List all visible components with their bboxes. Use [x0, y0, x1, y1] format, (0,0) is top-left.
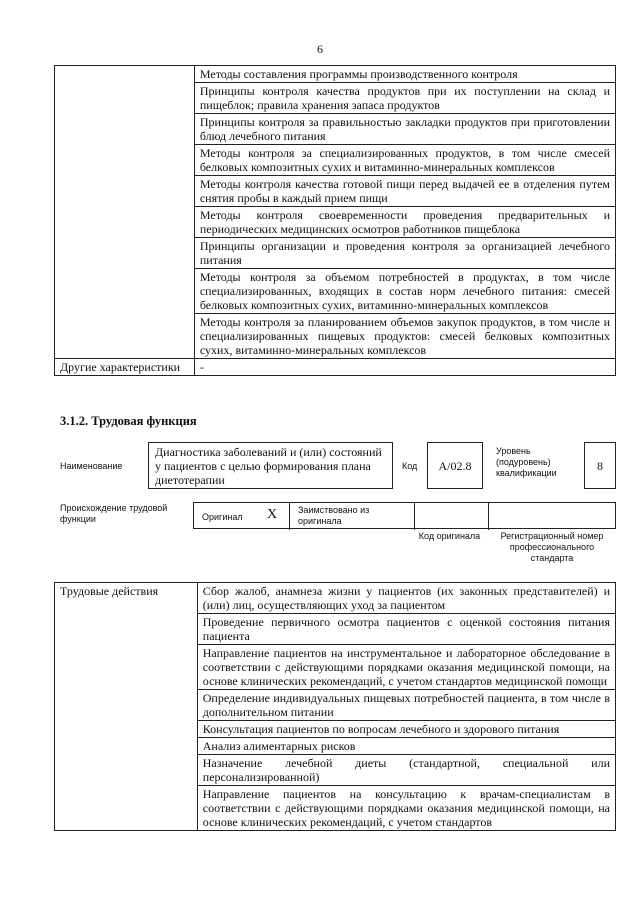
- table-row: Принципы контроля качества продуктов при их поступлении на склад и пищеблок; правила хранения запаса продуктов: [194, 83, 615, 114]
- labor-actions-table: [54, 582, 616, 831]
- table-row: Принципы организации и проведения контроля за организацией лечебного питания: [194, 238, 615, 269]
- level-box: [584, 442, 616, 489]
- knowledge-table: [54, 65, 616, 376]
- table-row: Методы контроля за объемом потребностей в продуктах, в том числе специализированных, входящих в состав норм лечебного питания: смесей белковых композитных сухих, витаминно-минеральных комплексов: [194, 269, 615, 314]
- name-label: Наименование: [60, 461, 123, 471]
- original-label: Оригинал: [202, 512, 243, 522]
- table-row: Методы контроля своевременности проведения предварительных и периодических медицинских осмотров работников пищеблока: [194, 207, 615, 238]
- origin-row: [193, 502, 616, 529]
- table-row: Направление пациентов на инструментальное и лабораторное обследование в соответствии с действующими порядками оказания медицинской помощи, на основе клинических рекомендаций, с учетом стандартов медицинской помощи: [197, 645, 615, 690]
- table-row: Проведение первичного осмотра пациентов с оценкой состояния питания пациента: [197, 614, 615, 645]
- divider: [488, 503, 489, 530]
- table-row: Методы контроля за планированием объемов закупок продуктов, в том числе и специализированных пищевых продуктов: смесей белковых композитных сухих, витаминно-минеральных комплексов: [194, 314, 615, 359]
- code-box: [427, 442, 483, 489]
- table-row: Методы контроля за специализированных продуктов, в том числе смесей белковых композитных сухих и витаминно-минеральных комплексов: [194, 145, 615, 176]
- function-name-value: Диагностика заболеваний и (или) состояний у пациентов с целью формирования плана диетотерапии: [155, 445, 382, 487]
- divider: [414, 503, 415, 530]
- level-value: 8: [597, 458, 603, 473]
- table-row: Определение индивидуальных пищевых потребностей пациента, в том числе в дополнительном питании: [197, 690, 615, 721]
- table-row: Сбор жалоб, анамнеза жизни у пациентов (их законных представителей) и (или) лиц, осуществляющих уход за пациентом: [197, 583, 615, 614]
- page-number: 6: [317, 42, 323, 56]
- divider: [289, 503, 290, 530]
- borrowed-label: Заимствовано из оригинала: [298, 505, 370, 526]
- function-name-box: [148, 442, 393, 489]
- table-row: Консультация пациентов по вопросам лечебного и здорового питания: [197, 721, 615, 738]
- level-label: Уровень (подуровень) квалификации: [496, 446, 557, 478]
- code-original-caption: Код оригинала: [418, 531, 481, 541]
- original-mark: X: [267, 507, 278, 522]
- labor-actions-label: Трудовые действия: [55, 583, 198, 831]
- section-heading: 3.1.2. Трудовая функция: [60, 414, 197, 428]
- code-value: A/02.8: [438, 458, 472, 473]
- other-characteristics-value: -: [194, 359, 615, 376]
- table-row: Принципы контроля за правильностью закладки продуктов при приготовлении блюд лечебного питания: [194, 114, 615, 145]
- table-row: Назначение лечебной диеты (стандартной, специальной или персонализированной): [197, 755, 615, 786]
- table-row: Направление пациентов на консультацию к врачам-специалистам в соответствии с действующими порядками оказания медицинской помощи, на основе клинических рекомендаций, с учетом стандартов: [197, 786, 615, 831]
- table-row: Методы контроля качества готовой пищи перед выдачей ее в отделения путем снятия пробы в каждый прием пищи: [194, 176, 615, 207]
- table-row: Анализ алиментарных рисков: [197, 738, 615, 755]
- other-characteristics-label: Другие характеристики: [55, 359, 195, 376]
- origin-label: Происхождение трудовой функции: [60, 503, 168, 524]
- table-label-cell: [55, 66, 195, 359]
- table-row: Методы составления программы производственного контроля: [194, 66, 615, 83]
- reg-number-caption: Регистрационный номер профессионального стандарта: [500, 531, 604, 563]
- code-label: Код: [402, 461, 418, 471]
